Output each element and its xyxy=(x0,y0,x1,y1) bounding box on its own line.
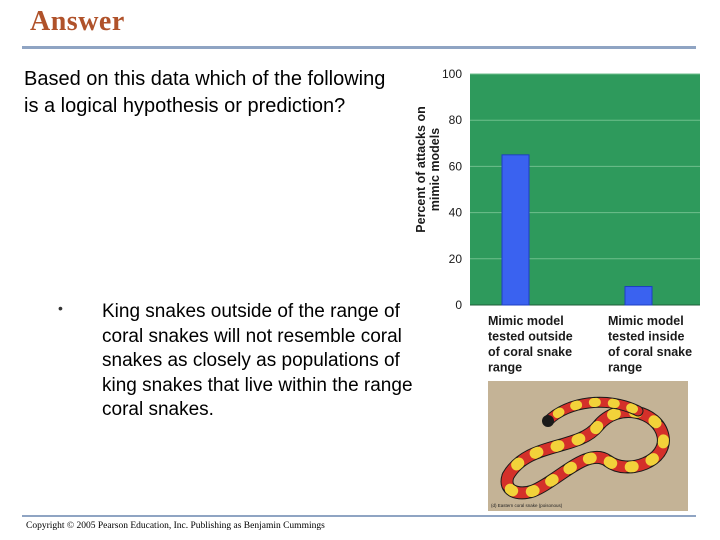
question-text: Based on this data which of the following is a logical hypothesis or prediction? xyxy=(24,68,386,117)
plot-area xyxy=(470,74,700,305)
copyright-text: Copyright © 2005 Pearson Education, Inc. Publishing as Benjamin Cummings xyxy=(26,521,325,531)
bar-1 xyxy=(502,155,529,305)
y-axis-title-line: mimic models xyxy=(428,127,442,212)
category-label-2: range xyxy=(608,360,643,375)
category-label-2: Mimic model xyxy=(608,314,684,328)
category-label-1: Mimic model xyxy=(488,314,564,328)
title-divider xyxy=(22,46,696,49)
y-axis-ticks xyxy=(442,67,462,312)
coral-snake-photo xyxy=(488,381,688,511)
category-label-2: of coral snake xyxy=(608,345,693,359)
photo-caption: (d) Eastern coral snake (poisonous) xyxy=(491,503,563,508)
y-tick-label: 80 xyxy=(448,113,462,128)
category-label-1: range xyxy=(488,360,523,375)
category-label-2: tested inside xyxy=(608,329,685,344)
bar-2 xyxy=(625,287,652,305)
footer-divider xyxy=(22,515,696,517)
bar-chart xyxy=(408,58,708,388)
slide-title: Answer xyxy=(30,6,125,37)
y-tick-label: 40 xyxy=(448,205,462,220)
category-label-1: tested outside xyxy=(488,329,573,344)
y-tick-label: 60 xyxy=(448,159,462,174)
category-label-1: of coral snake xyxy=(488,345,573,359)
answer-text: King snakes outside of the range of coral snakes will not resemble coral snakes as closely as populations of king snakes that live within the range coral snakes. xyxy=(102,301,413,420)
y-tick-label: 100 xyxy=(441,67,462,81)
y-axis-title xyxy=(414,106,442,232)
x-axis-categories xyxy=(488,314,692,375)
y-axis-title-line: Percent of attacks on xyxy=(414,106,428,233)
y-tick-label: 0 xyxy=(455,298,462,312)
y-tick-label: 20 xyxy=(448,251,462,266)
bullet-marker: • xyxy=(58,300,63,316)
